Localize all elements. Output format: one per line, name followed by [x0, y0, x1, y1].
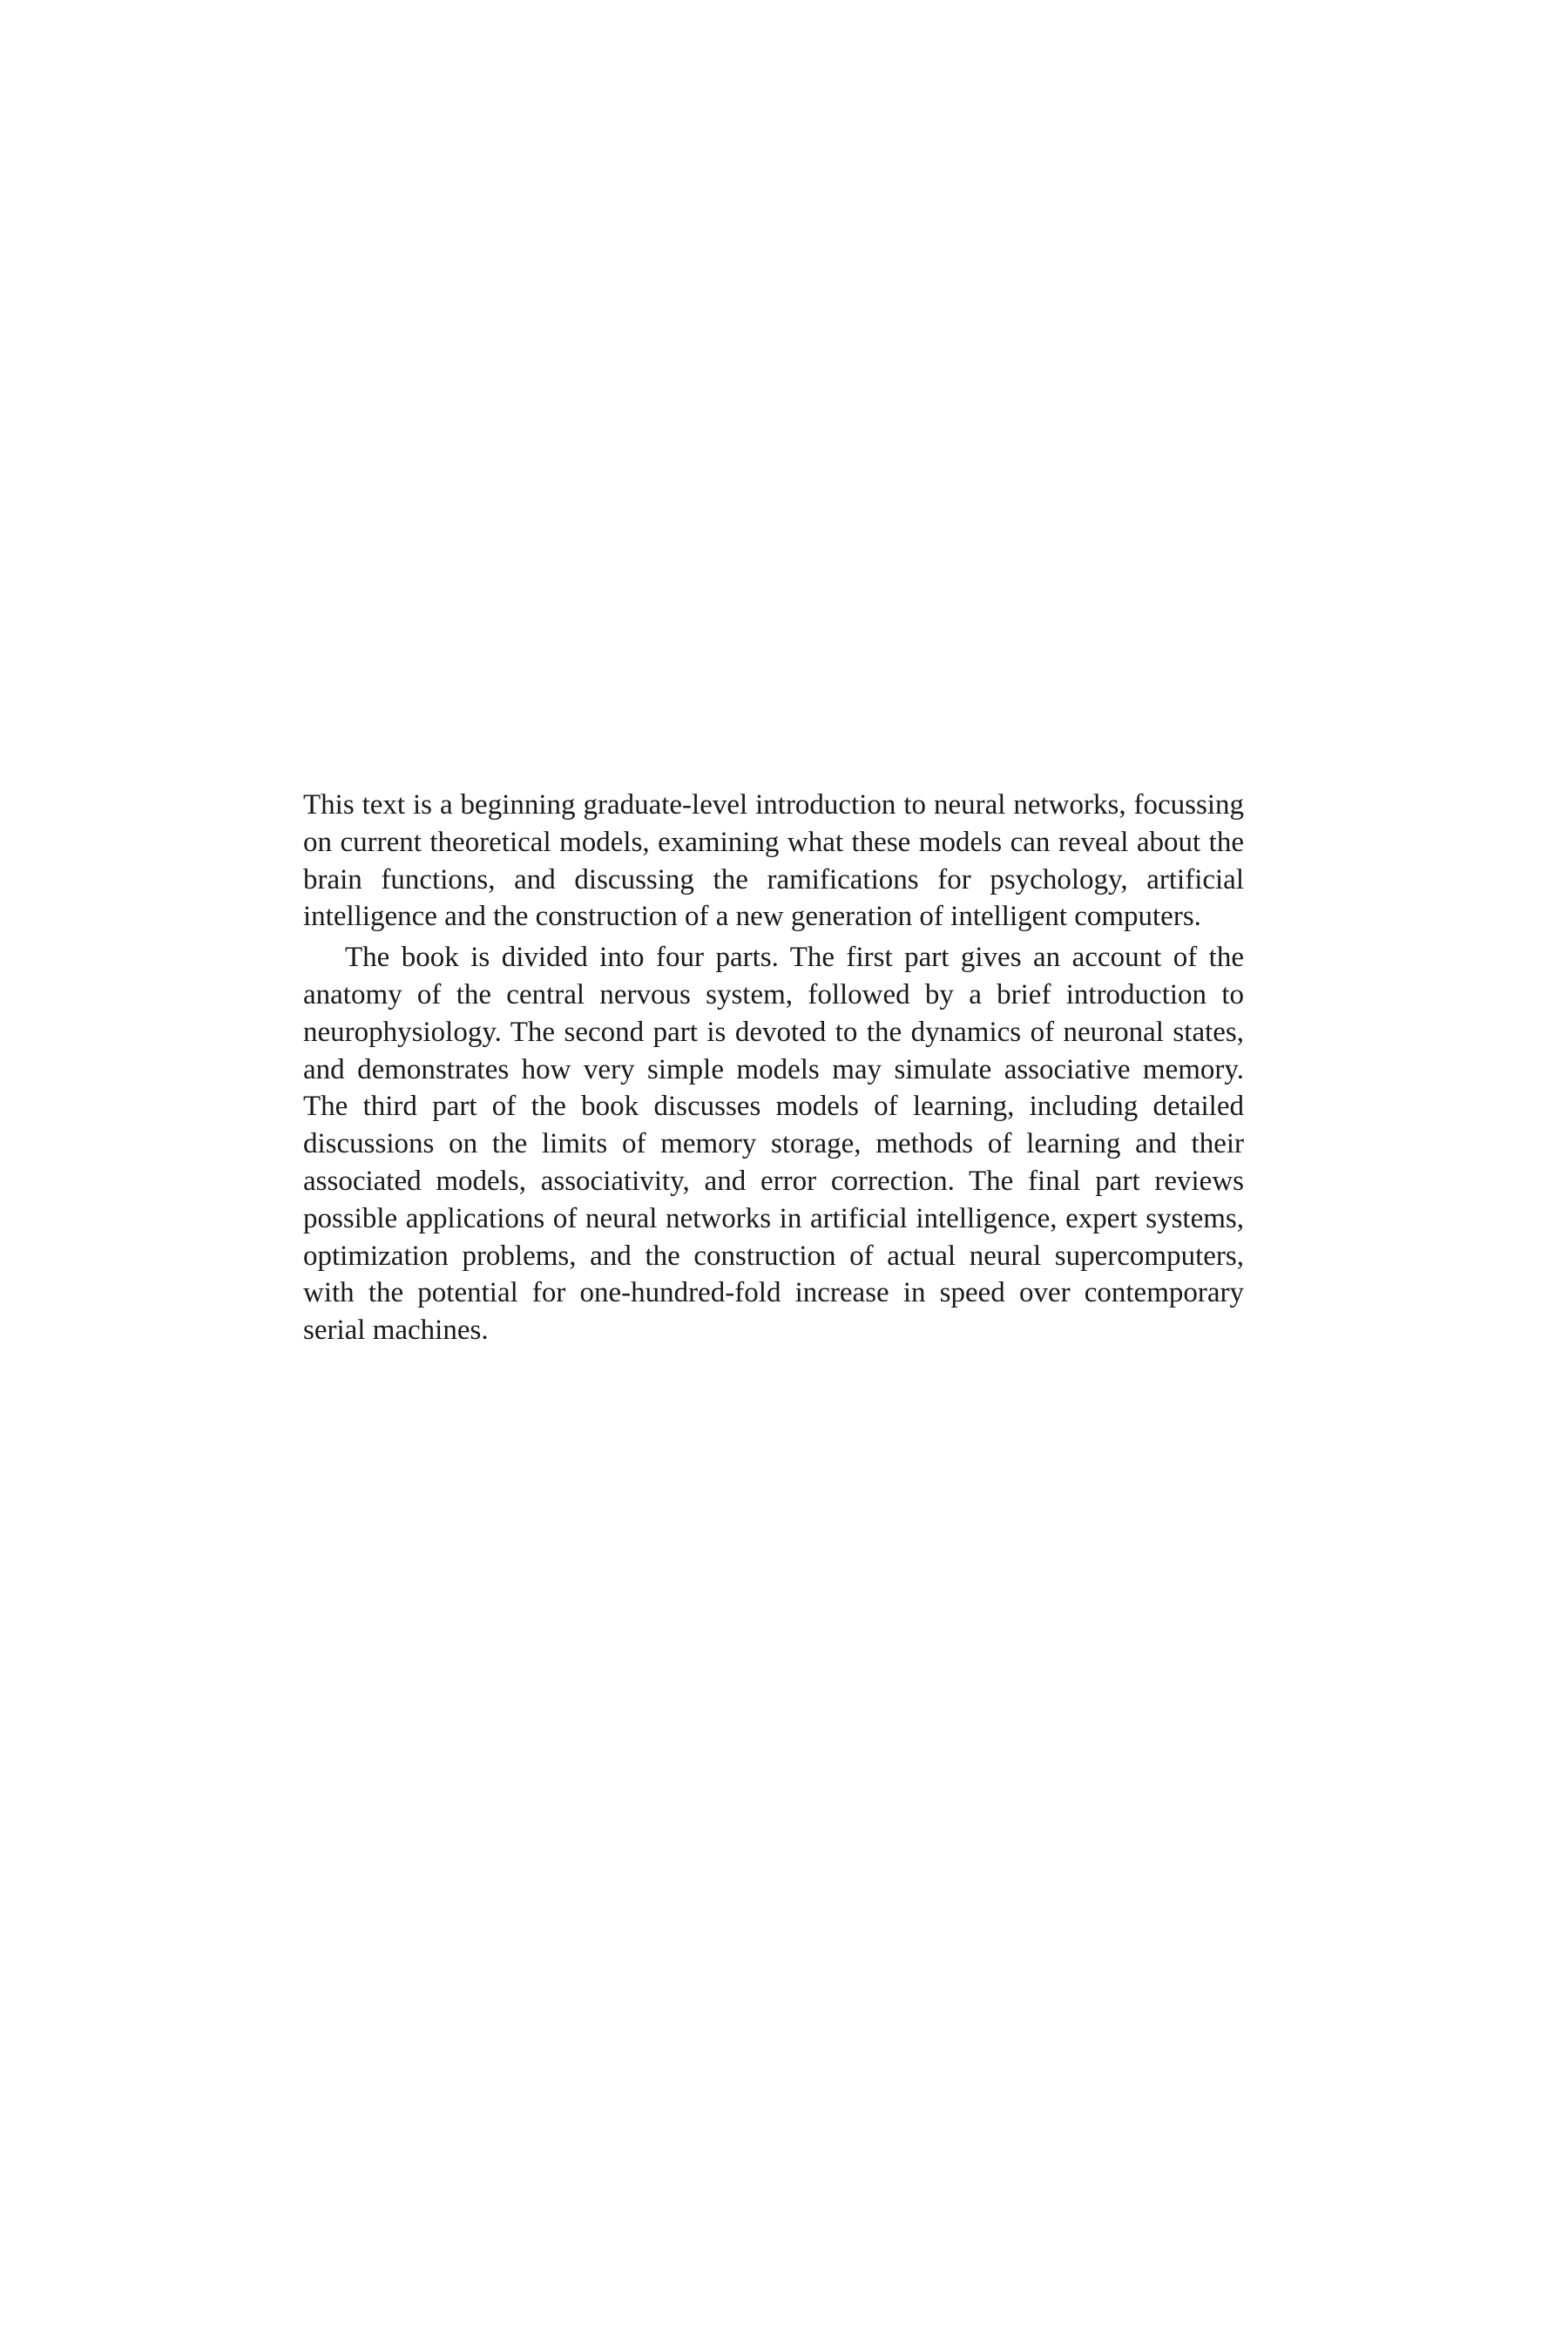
paragraph-book-structure: The book is divided into four parts. The first part gives an account of the anatomy of the central nervous system, followed by a brief introduction to neurophysiology. The second part is devoted to the dynamics of neuronal states, and demonstrates how very simple models may simulate associative memory. The third part of the book discusses models of learning, including detailed discussions on the limits of memory storage, methods of learning and their associated models, associativity, and error correction. The final part reviews possible applications of neural networks in artificial intelligence, expert systems, optimization problems, and the construction of actual neural supercomputers, with the potential for one-hundred-fold increase in speed over contemporary serial machines. [303, 942, 1244, 1347]
blurb-text [303, 787, 1244, 1349]
paragraph-intro: This text is a beginning graduate-level introduction to neural networks, focussing on current theoretical models, examining what these models can reveal about the brain functions, and discussing the ramifications for psychology, artificial intelligence and the construction of a new generation of intelligent computers. [303, 789, 1244, 933]
